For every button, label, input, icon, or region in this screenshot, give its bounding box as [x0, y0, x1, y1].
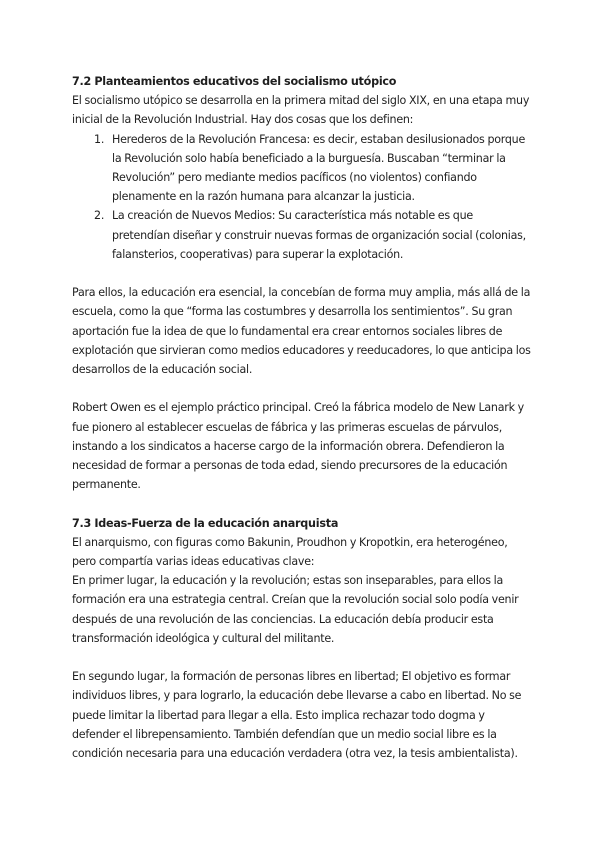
list-item: 1. Herederos de la Revolución Francesa: es decir, estaban desilusionados porque la Revolución solo había beneficiado a la burguesía. Buscaban “terminar la Revolución” pero mediante medios pacíficos (no violentos) confiando plenamente en la razón humana para alcanzar la justicia. [107, 130, 532, 207]
section-7-2-paragraph-education: Para ellos, la educación era esencial, la concebían de forma muy amplia, más allá de la escuela, como la que “forma las costumbres y desarrolla los sentimientos”. Su gran aportación fue la idea de que lo fundamental era crear entornos sociales libres de explotación que sirvieran como medios educadores y reeducadores, lo que anticipa los desarrollos de la educación social. [72, 286, 531, 377]
section-7-2-paragraph-owen: Robert Owen es el ejemplo práctico principal. Creó la fábrica modelo de New Lanark y fue pionero al establecer escuelas de fábrica y las primeras escuelas de párvulos, instando a los sindicatos a hacerse cargo de la información obrera. Defendieron la necesidad de formar a personas de toda edad, siendo precursores de la educación permanente. [72, 401, 524, 492]
paragraph-gap [72, 379, 532, 398]
paragraph-gap [72, 264, 532, 283]
document-page [72, 72, 532, 763]
paragraph-gap [72, 494, 532, 513]
section-7-3-paragraph-freedom: En segundo lugar, la formación de personas libres en libertad; El objetivo es formar individuos libres, y para lograrlo, la educación debe llevarse a cabo en libertad. No se puede limitar la libertad para llegar a ella. Esto implica rechazar todo dogma y defender el librepensamiento. También defendían que un medio social libre es la condición necesaria para una educación verdadera (otra vez, la tesis ambientalista). [72, 670, 522, 761]
section-7-3-paragraph-revolution: En primer lugar, la educación y la revolución; estas son inseparables, para ellos la formación era una estrategia central. Creían que la revolución social solo podía venir después de una revolución de las conciencias. La educación debía producir esta transformación ideológica y cultural del militante. [72, 574, 519, 645]
list-item: 2. La creación de Nuevos Medios: Su característica más notable es que pretendían diseñar y construir nuevas formas de organización social (colonias, falansterios, cooperativas) para superar la explotación. [107, 206, 532, 264]
section-7-3-intro: El anarquismo, con figuras como Bakunin, Proudhon y Kropotkin, era heterogéneo, pero compartía varias ideas educativas clave: [72, 535, 508, 569]
section-heading-7-3: 7.3 Ideas-Fuerza de la educación anarquista [72, 516, 339, 530]
characteristics-list [72, 130, 532, 264]
section-heading-7-2: 7.2 Planteamientos educativos del socialismo utópico [72, 75, 397, 88]
section-7-2-intro: El socialismo utópico se desarrolla en la primera mitad del siglo XIX, en una etapa muy inicial de la Revolución Industrial. Hay dos cosas que los definen: [72, 94, 530, 127]
paragraph-gap [72, 648, 532, 667]
